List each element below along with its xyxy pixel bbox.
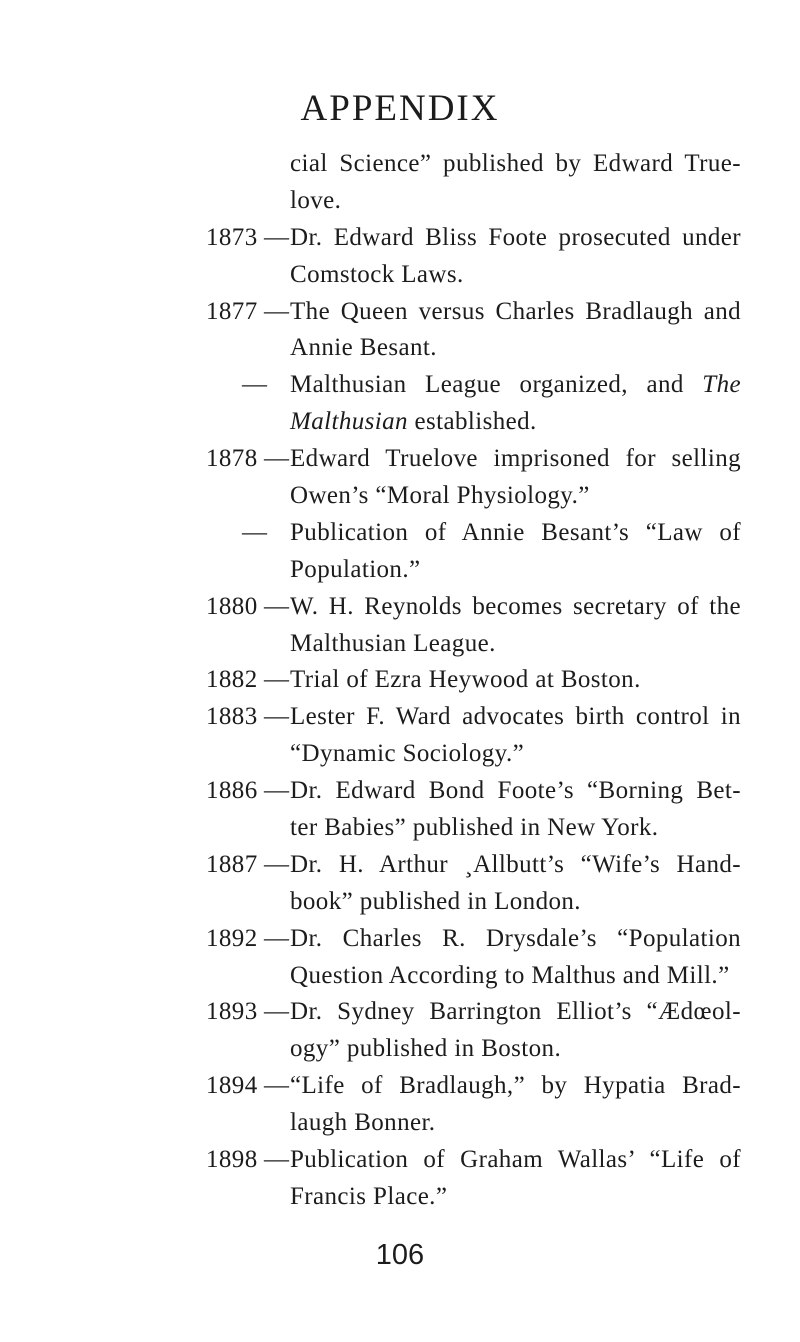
entry-year: 1898 [206, 1146, 258, 1174]
entry-text: Population.” [290, 555, 421, 583]
entry-year: 1878 [206, 445, 258, 473]
entry-year: 1893 [206, 998, 258, 1026]
list-item [0, 994, 800, 1068]
entry-text: Edward Truelove imprisoned for selling [290, 445, 741, 473]
entry-year: 1887 [206, 850, 258, 878]
entry-text: Trial of Ezra Heywood at Boston. [290, 666, 641, 694]
list-item [0, 699, 800, 773]
entry-text: Publication of Graham Wallas’ “Life of [290, 1146, 741, 1174]
entry-text: “Dynamic Sociology.” [290, 740, 525, 768]
entry-text: Dr. H. Arthur ¸Allbutt’s “Wife’s Hand- [290, 850, 741, 878]
page-number: 106 [375, 1239, 425, 1271]
list-item [0, 1142, 800, 1216]
entry-year: 1873 [206, 223, 258, 251]
entry-text [290, 404, 537, 441]
entry-text: Dr. Charles R. Drysdale’s “Population [290, 924, 741, 952]
entry-text: Publication of Annie Besant’s “Law of [290, 518, 741, 546]
list-item [0, 921, 800, 995]
entry-text: Dr. Sydney Barrington Elliot’s “Ædœol- [290, 998, 741, 1026]
entry-text: “Life of Bradlaugh,” by Hypatia Brad- [290, 1072, 741, 1100]
entry-dash: — [264, 998, 290, 1026]
entry-year: 1892 [206, 924, 258, 952]
list-item [0, 367, 800, 441]
chronology-list [0, 146, 800, 1216]
page-title: APPENDIX [300, 88, 500, 129]
entry-text: book” published in London. [290, 887, 581, 915]
entry-year: 1894 [206, 1072, 258, 1100]
entry-year: 1882 [206, 666, 258, 694]
entry-text: Malthusian League. [290, 629, 496, 657]
list-item [0, 773, 800, 847]
entry-dash: — [264, 666, 290, 694]
entry-dash: — [264, 297, 290, 325]
entry-text: Question According to Malthus and Mill.” [290, 961, 730, 989]
entry-dash: — [264, 445, 290, 473]
entry-year: 1883 [206, 703, 258, 731]
entry-year: 1877 [206, 297, 258, 325]
entry-dash: — [242, 518, 268, 546]
entry-dash: — [264, 703, 290, 731]
entry-text: Lester F. Ward advocates birth control in [290, 703, 741, 731]
periodical-title: The [702, 371, 741, 399]
list-item [0, 441, 800, 515]
list-item [0, 847, 800, 921]
entry-text: The Queen versus Charles Bradlaugh and [290, 297, 741, 325]
entry-dash: — [264, 223, 290, 251]
periodical-title: Malthusian [290, 408, 408, 436]
entry-text: Dr. Edward Bond Foote’s “Borning Bet- [290, 777, 741, 805]
entry-text: Comstock Laws. [290, 260, 464, 288]
list-item [0, 515, 800, 589]
entry-text: Annie Besant. [290, 334, 437, 362]
entry-text [290, 367, 741, 404]
entry-text: Dr. Edward Bliss Foote prosecuted under [290, 223, 741, 251]
entry-year: 1880 [206, 592, 258, 620]
entry-text: Francis Place.” [290, 1182, 448, 1210]
entry-year: 1886 [206, 777, 258, 805]
entry-text: ter Babies” published in New York. [290, 814, 659, 842]
entry-text-part: established. [407, 408, 537, 436]
list-item [0, 589, 800, 663]
entry-text: love. [290, 186, 342, 214]
entry-text: laugh Bonner. [290, 1109, 436, 1137]
entry-dash: — [264, 850, 290, 878]
list-item [0, 220, 800, 294]
list-item [0, 1068, 800, 1142]
list-item [0, 662, 800, 699]
entry-dash: — [264, 1072, 290, 1100]
entry-dash: — [264, 777, 290, 805]
continuation-entry [0, 146, 800, 220]
entry-text: Owen’s “Moral Physiology.” [290, 482, 590, 510]
entry-text: cial Science” published by Edward True- [290, 150, 741, 177]
entry-dash: — [242, 371, 268, 399]
entry-dash: — [264, 1146, 290, 1174]
entry-dash: — [264, 924, 290, 952]
entry-text: ogy” published in Boston. [290, 1035, 562, 1063]
entry-text: W. H. Reynolds becomes secretary of the [290, 592, 741, 620]
entry-dash: — [264, 592, 290, 620]
entry-text-part: Malthusian League organized, and [290, 371, 703, 399]
list-item [0, 294, 800, 368]
